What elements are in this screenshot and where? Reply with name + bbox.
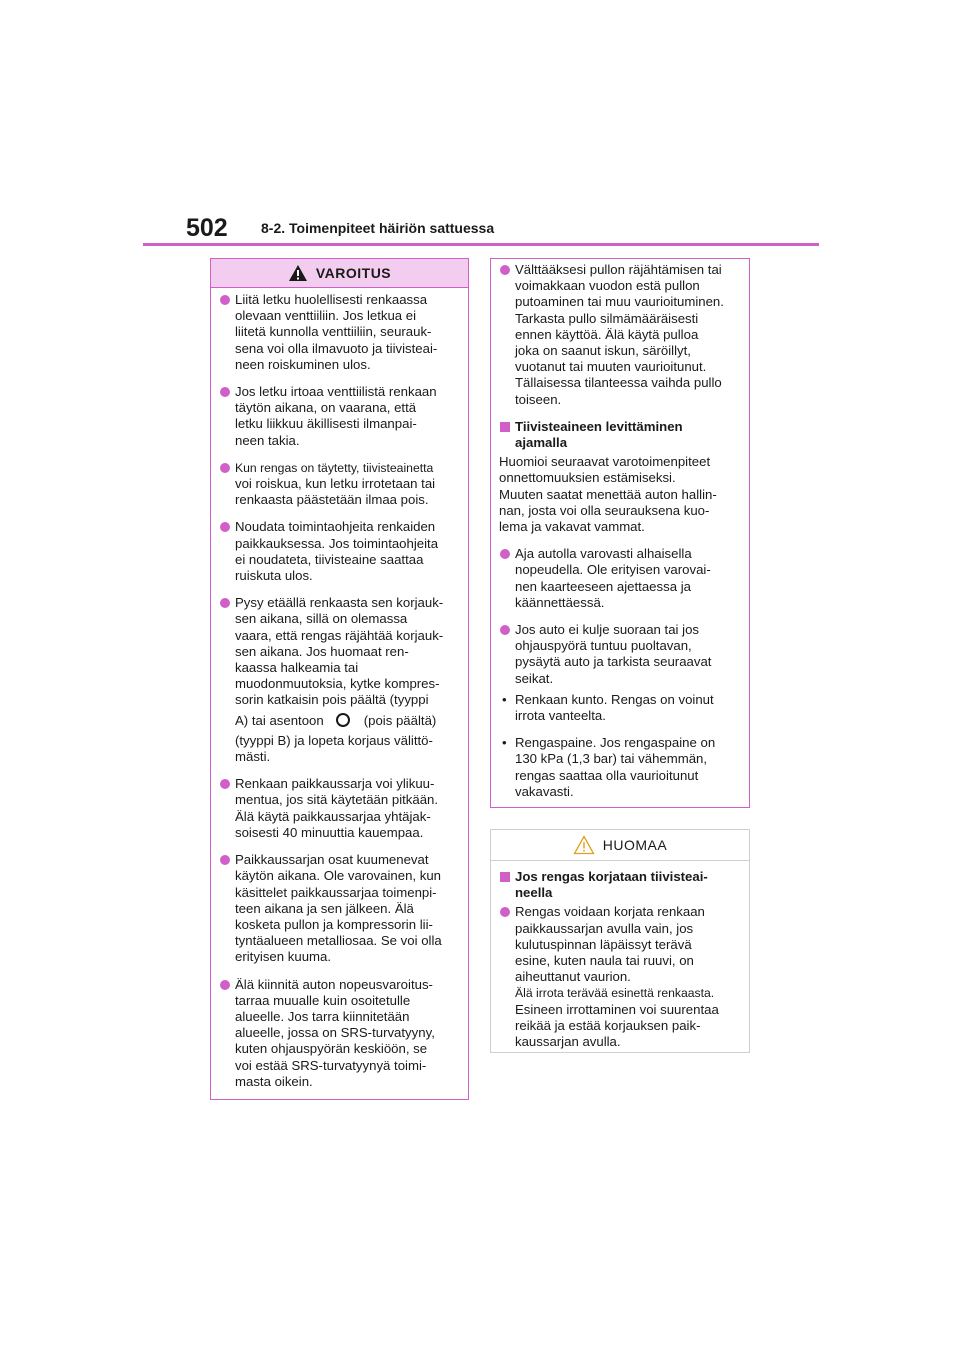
text-line: sen aikana, sillä on olemassa	[235, 611, 408, 627]
text-line: olevaan venttiiliin. Jos letkua ei	[235, 308, 417, 324]
text-line: lema ja vakavat vammat.	[499, 519, 645, 535]
text-line-with-icon	[235, 713, 458, 729]
warning-bullet	[499, 546, 739, 611]
warning-bullet	[499, 262, 739, 408]
text-line: liitetä kunnolla venttiiliin, seurauk-	[235, 324, 432, 340]
text-line: Jos letku irtoaa venttiilistä renkaan	[235, 384, 437, 400]
notice-bullet	[499, 904, 739, 1050]
square-bullet-icon	[500, 422, 510, 432]
text-line: toiseen.	[515, 391, 562, 407]
text-line: sorin katkaisin pois päältä (tyyppi	[235, 692, 429, 708]
text-line: joka on saanut iskun, säröillyt,	[515, 343, 691, 359]
sub-bullet	[499, 692, 739, 724]
bullet-dot-icon	[500, 907, 510, 917]
text-fragment: (pois päältä)	[363, 712, 437, 728]
bullet-dot-icon	[220, 598, 230, 608]
bullet-dot-icon	[220, 295, 230, 305]
text-line: aiheuttanut vaurion.	[515, 969, 631, 985]
text-line: neen roiskuminen ulos.	[235, 356, 371, 372]
text-line: seikat.	[515, 670, 554, 686]
warning-bullet	[219, 776, 458, 841]
text-line: Paikkaussarjan osat kuumenevat	[235, 852, 429, 868]
text-line: ruiskuta ulos.	[235, 568, 313, 584]
text-line: irrota vanteelta.	[515, 708, 606, 724]
text-line: putoaminen tai muu vaurioituminen.	[515, 294, 724, 310]
text-line: Renkaan kunto. Rengas on voinut	[515, 691, 714, 707]
square-bullet-icon	[500, 872, 510, 882]
text-line: Huomioi seuraavat varotoimenpiteet	[499, 454, 711, 470]
warning-bullet	[219, 519, 458, 584]
warning-bullet	[499, 622, 739, 687]
text-line: nen kaarteeseen ajettaessa ja	[515, 578, 691, 594]
bullet-dot-icon	[220, 779, 230, 789]
text-line: Noudata toimintaohjeita renkaiden	[235, 519, 436, 535]
warning-title: VAROITUS	[315, 265, 392, 281]
text-line: vakavasti.	[515, 783, 574, 799]
caution-triangle-icon	[573, 835, 595, 855]
text-line: tyntäalueen metalliosaa. Se voi olla	[235, 933, 442, 949]
text-line: masta oikein.	[235, 1073, 313, 1089]
text-line: reikää ja estää korjauksen paik-	[515, 1017, 701, 1033]
bullet-mark: •	[502, 691, 507, 707]
text-line: voi roiskua, kun letku irrotetaan tai	[235, 476, 436, 492]
text-line: Jos rengas korjataan tiivisteai-	[515, 869, 708, 884]
text-line: Älä kiinnitä auton nopeusvaroitus-	[235, 976, 433, 992]
warning-box-body	[211, 288, 468, 1090]
bullet-dot-icon	[500, 549, 510, 559]
notice-box	[490, 829, 750, 1053]
text-line: alueelle. Jos tarra kiinnitetään	[235, 1008, 410, 1024]
text-line: (tyyppi B) ja lopeta korjaus välittö-	[235, 732, 433, 748]
text-line: kaassa halkeamia tai	[235, 660, 359, 676]
text-line: käännettäessä.	[515, 594, 605, 610]
text-line: muodonmuutoksia, kytke kompres-	[235, 676, 440, 692]
text-line: vuotanut tai muuten vaurioitunut.	[515, 359, 707, 375]
text-line: nan, josta voi olla seurauksena kuo-	[499, 502, 710, 518]
warning-continued-box	[490, 258, 750, 808]
text-line: 130 kPa (1,3 bar) tai vähemmän,	[515, 751, 708, 767]
text-line: Muuten saatat menettää auton hallin-	[499, 486, 717, 502]
text-line: vaara, että rengas räjähtää korjauk-	[235, 627, 444, 643]
text-line: onnettomuuksien estämiseksi.	[499, 470, 676, 486]
text-line: kaussarjan avulla.	[515, 1034, 621, 1050]
bullet-dot-icon	[220, 522, 230, 532]
subsection-heading	[499, 419, 739, 451]
text-line: Aja autolla varovasti alhaisella	[515, 546, 692, 562]
text-fragment: A) tai asentoon	[235, 712, 324, 728]
text-line: Liitä letku huolellisesti renkaassa	[235, 292, 428, 307]
notice-title: HUOMAA	[602, 837, 668, 853]
subsection-heading	[499, 869, 739, 901]
page-header	[0, 0, 960, 250]
bullet-dot-icon	[220, 980, 230, 990]
warning-bullet	[219, 595, 458, 765]
text-line: Renkaan paikkaussarja voi ylikuu-	[235, 776, 435, 792]
notice-box-header	[491, 830, 749, 861]
text-line: Älä irrota terävää esinettä renkaasta.	[515, 986, 715, 1001]
warning-bullet	[219, 977, 458, 1090]
text-line: käsittelet paikkaussarjaa toimenpi-	[235, 884, 437, 900]
section-title: 8-2. Toimenpiteet häiriön sattuessa	[261, 220, 495, 236]
text-line: tarraa muualle kuin osoitetulle	[235, 992, 411, 1008]
paragraph	[499, 454, 739, 535]
text-line: täytön aikana, on vaarana, että	[235, 400, 417, 416]
text-line: sena voi olla ilmavuoto ja tiivisteai-	[235, 340, 438, 356]
text-line: Jos auto ei kulje suoraan tai jos	[515, 622, 700, 638]
power-off-icon	[336, 713, 350, 727]
text-line: Esineen irrottaminen voi suurentaa	[515, 1001, 719, 1017]
text-line: paikkaussarjan avulla vain, jos	[515, 920, 694, 936]
text-line: nopeudella. Ole erityisen varovai-	[515, 562, 711, 578]
text-line: ajamalla	[515, 435, 568, 451]
text-line: Tiivisteaineen levittäminen	[515, 418, 683, 434]
text-line: kosketa pullon ja kompressorin lii-	[235, 916, 433, 932]
bullet-dot-icon	[220, 855, 230, 865]
text-line: voi estää SRS-turvatyynyä toimi-	[235, 1057, 427, 1073]
text-line: Rengas voidaan korjata renkaan	[515, 904, 705, 920]
text-line: neella	[515, 885, 553, 901]
text-line: voimakkaan vuodon estä pullon	[515, 278, 700, 294]
notice-box-body	[491, 865, 749, 1050]
bullet-dot-icon	[500, 625, 510, 635]
text-line: Tällaisessa tilanteessa vaihda pullo	[515, 375, 722, 391]
warning-bullet	[219, 460, 458, 509]
text-line: Pysy etäällä renkaasta sen korjauk-	[235, 595, 444, 611]
text-line: Tarkasta pullo silmämääräisesti	[515, 310, 699, 326]
text-line: ohjauspyörä tuntuu puoltavan,	[515, 638, 692, 654]
text-line: mentua, jos sitä käytetään pitkään.	[235, 792, 439, 808]
page-number: 502	[186, 214, 228, 242]
warning-bullet	[219, 384, 458, 449]
text-line: paikkauksessa. Jos toimintaohjeita	[235, 535, 439, 551]
text-line: Välttääksesi pullon räjähtämisen tai	[515, 262, 722, 277]
text-line: soisesti 40 minuuttia kauempaa.	[235, 824, 424, 840]
text-line: pysäytä auto ja tarkista seuraavat	[515, 654, 712, 670]
text-line: Kun rengas on täytetty, tiivisteainetta	[235, 460, 434, 475]
bullet-dot-icon	[220, 463, 230, 473]
bullet-dot-icon	[220, 387, 230, 397]
text-line: rengas saattaa olla vaurioitunut	[515, 767, 699, 783]
text-line: letku liikkuu äkillisesti ilmanpai-	[235, 416, 417, 432]
text-line: alueelle, jossa on SRS-turvatyyny,	[235, 1025, 435, 1041]
header-divider	[143, 243, 819, 246]
text-line: sen aikana. Jos huomaat ren-	[235, 643, 409, 659]
warning-triangle-icon	[288, 264, 308, 282]
bullet-dot-icon	[500, 265, 510, 275]
text-line: esine, kuten naula tai ruuvi, on	[515, 953, 694, 969]
text-line: mästi.	[235, 749, 271, 765]
warning-box-header	[211, 259, 468, 288]
bullet-mark: •	[502, 735, 507, 751]
warning-bullet	[219, 852, 458, 965]
text-line: käytön aikana. Ole varovainen, kun	[235, 868, 441, 884]
text-line: teen aikana ja sen jälkeen. Älä	[235, 900, 414, 916]
sub-bullet	[499, 735, 739, 800]
text-line: ei noudateta, tiivisteaine saattaa	[235, 551, 424, 567]
text-line: renkaasta päästetään ilmaa pois.	[235, 492, 429, 508]
text-line: kulutuspinnan läpäissyt terävä	[515, 936, 692, 952]
text-line: Älä käytä paikkaussarjaa yhtäjak-	[235, 808, 431, 824]
text-line: erityisen kuuma.	[235, 949, 332, 965]
warning-continued-body	[491, 259, 749, 800]
text-line: kuten ohjauspyörän keskiöön, se	[235, 1041, 428, 1057]
text-line: Rengaspaine. Jos rengaspaine on	[515, 735, 716, 751]
warning-bullet	[219, 292, 458, 373]
text-line: ennen käyttöä. Älä käytä pulloa	[515, 326, 699, 342]
warning-box	[210, 258, 469, 1100]
text-line: neen takia.	[235, 432, 300, 448]
